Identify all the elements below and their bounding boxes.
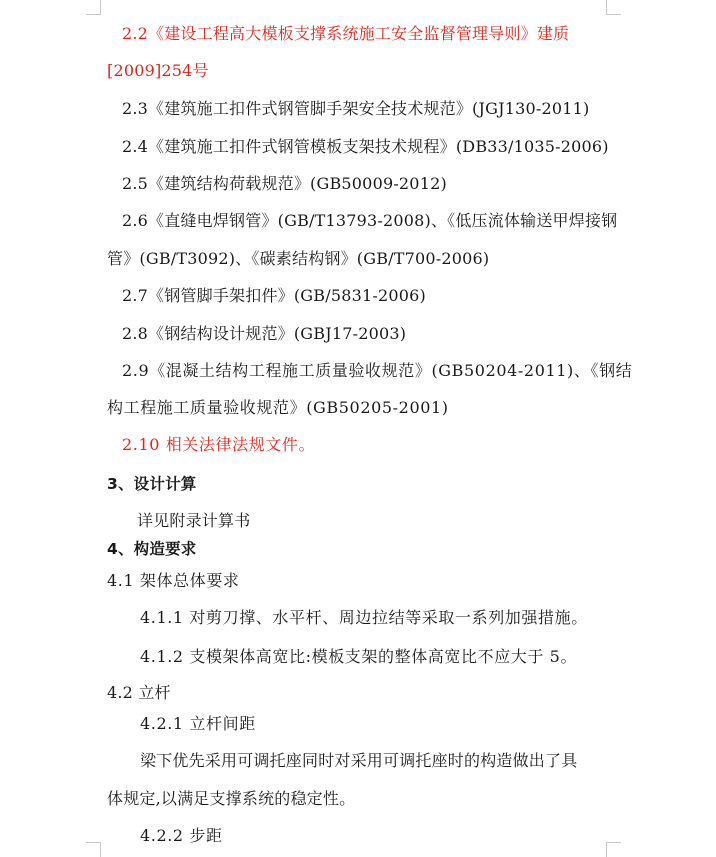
crop-mark-bottom-right: [606, 842, 621, 857]
crop-mark-bottom-left: [86, 842, 101, 857]
ref-2-10: 2.10 相关法律法规文件。: [122, 435, 316, 454]
ref-2-6-line1: 2.6《直缝电焊钢管》(GB/T13793-2008)、《低压流体输送甲焊接钢: [122, 211, 618, 230]
item-4-2-1: 4.2.1 立杆间距: [140, 714, 256, 733]
subsection-4-1-heading: 4.1 架体总体要求: [107, 571, 240, 590]
ref-2-6-line2: 管》(GB/T3092)、《碳素结构钢》(GB/T700-2006): [107, 249, 490, 268]
ref-2-4: 2.4《建筑施工扣件式钢管模板支架技术规程》(DB33/1035-2006): [122, 137, 609, 156]
ref-2-8: 2.8《钢结构设计规范》(GBJ17-2003): [122, 324, 407, 343]
crop-mark-top-left: [86, 0, 101, 15]
item-4-2-1-body-line1: 梁下优先采用可调托座同时对采用可调托座时的构造做出了具: [140, 751, 578, 770]
section-3-body: 详见附录计算书: [137, 511, 251, 530]
ref-2-2-line1: 2.2《建设工程高大模板支撑系统施工安全监督管理导则》建质: [122, 24, 570, 43]
item-4-1-2: 4.1.2 支模架体高宽比:模板支架的整体高宽比不应大于 5。: [140, 647, 578, 666]
ref-2-9-line1: 2.9《混凝土结构工程施工质量验收规范》(GB50204-2011)、《钢结: [122, 361, 633, 380]
crop-mark-top-right: [606, 0, 621, 15]
ref-2-7: 2.7《钢管脚手架扣件》(GB/5831-2006): [122, 286, 426, 305]
subsection-4-2-heading: 4.2 立杆: [107, 683, 171, 702]
ref-2-3: 2.3《建筑施工扣件式钢管脚手架安全技术规范》(JGJ130-2011): [122, 99, 590, 118]
item-4-1-1: 4.1.1 对剪刀撑、水平杆、周边拉结等采取一系列加强措施。: [140, 608, 588, 627]
ref-2-2-line2: [2009]254号: [107, 61, 209, 80]
item-4-2-2: 4.2.2 步距: [140, 826, 223, 845]
item-4-2-1-body-line2: 体规定,以满足支撑系统的稳定性。: [107, 789, 356, 808]
section-4-heading: 4、构造要求: [107, 540, 197, 558]
section-3-heading: 3、设计计算: [107, 475, 197, 493]
ref-2-9-line2: 构工程施工质量验收规范》(GB50205-2001): [107, 398, 449, 417]
ref-2-5: 2.5《建筑结构荷载规范》(GB50009-2012): [122, 174, 447, 193]
